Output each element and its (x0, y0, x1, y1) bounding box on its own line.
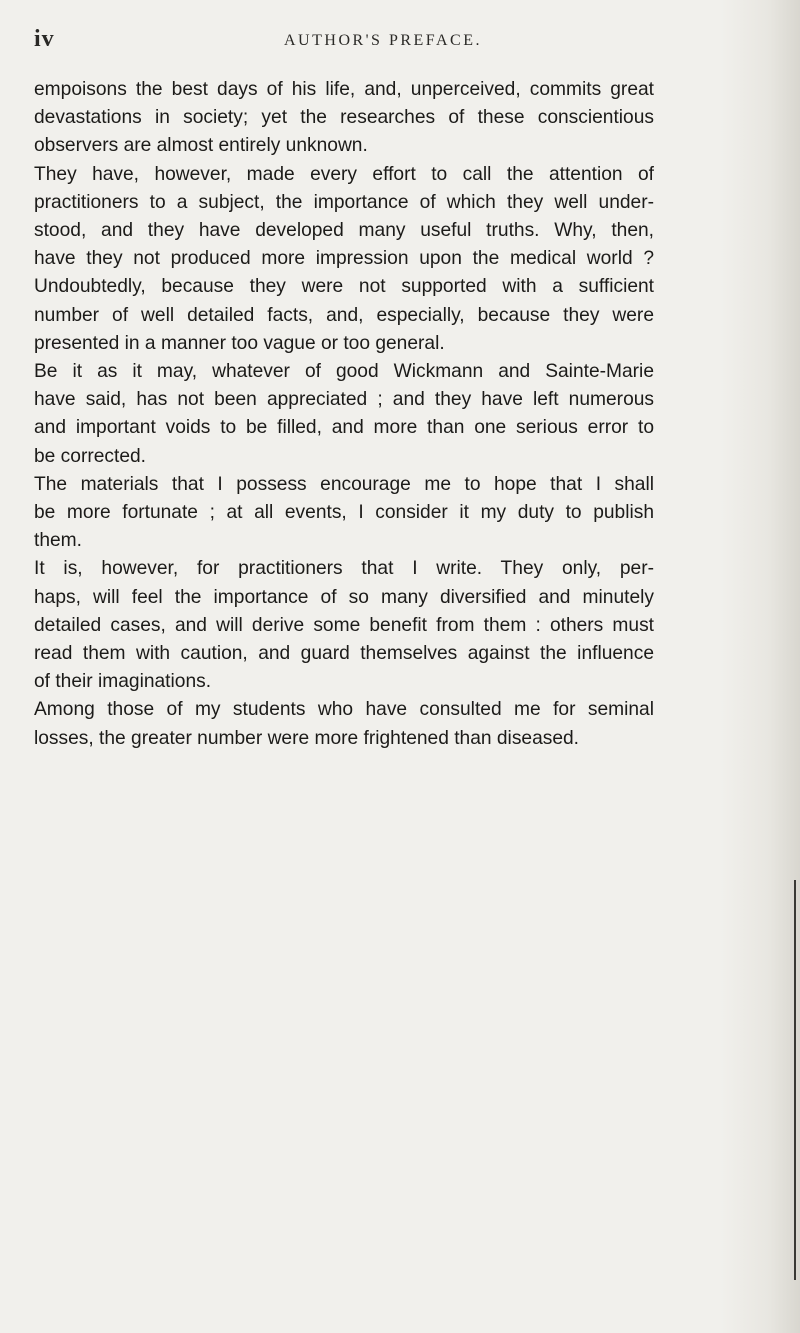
paragraph (34, 161, 654, 358)
text-line: devastations in society; yet the researches of these conscientious (34, 107, 654, 129)
text-line: be more fortunate ; at all events, I consider it my duty to publish (34, 502, 654, 524)
text-line: detailed cases, and will derive some benefit from them : others must (34, 614, 654, 636)
body-text (34, 76, 654, 753)
running-head: AUTHOR'S PREFACE. (284, 32, 482, 49)
paragraph (34, 76, 654, 161)
paragraph (34, 696, 654, 752)
text-line: practitioners to a subject, the importance of which they well under- (34, 191, 654, 213)
text-line: stood, and they have developed many useful truths. Why, then, (34, 220, 654, 242)
text-line: It is, however, for practitioners that I write. They only, per- (34, 558, 654, 580)
text-line: They have, however, made every effort to call the attention of (34, 163, 654, 185)
text-line: Undoubtedly, because they were not supported with a sufficient (34, 276, 654, 298)
text-line: of their imaginations. (34, 671, 212, 693)
text-line: losses, the greater number were more frightened than diseased. (34, 727, 580, 749)
page-edge-line (794, 880, 796, 1280)
page-number: iv (34, 26, 55, 52)
text-line: presented in a manner too vague or too general. (34, 332, 445, 354)
page-edge-shadow (720, 0, 800, 1333)
text-line: and important voids to be filled, and more than one serious error to (34, 417, 654, 439)
text-line: be corrected. (34, 445, 146, 467)
text-line: read them with caution, and guard themselves against the influence (34, 643, 654, 665)
text-line: have they not produced more impression upon the medical world ? (34, 248, 654, 270)
text-line: empoisons the best days of his life, and, unperceived, commits great (34, 79, 654, 100)
text-line: have said, has not been appreciated ; and they have left numerous (34, 389, 654, 411)
text-line: Among those of my students who have consulted me for seminal (34, 699, 654, 721)
text-line: haps, will feel the importance of so many diversified and minutely (34, 586, 654, 608)
paragraph (34, 555, 654, 696)
text-line: Be it as it may, whatever of good Wickmann and Sainte-Marie (34, 361, 654, 383)
text-line: observers are almost entirely unknown. (34, 135, 368, 157)
paragraph (34, 471, 654, 556)
text-line: number of well detailed facts, and, especially, because they were (34, 304, 654, 326)
text-line: them. (34, 530, 82, 552)
text-line: The materials that I possess encourage me to hope that I shall (34, 473, 654, 495)
page-header (34, 26, 674, 56)
paragraph (34, 358, 654, 471)
